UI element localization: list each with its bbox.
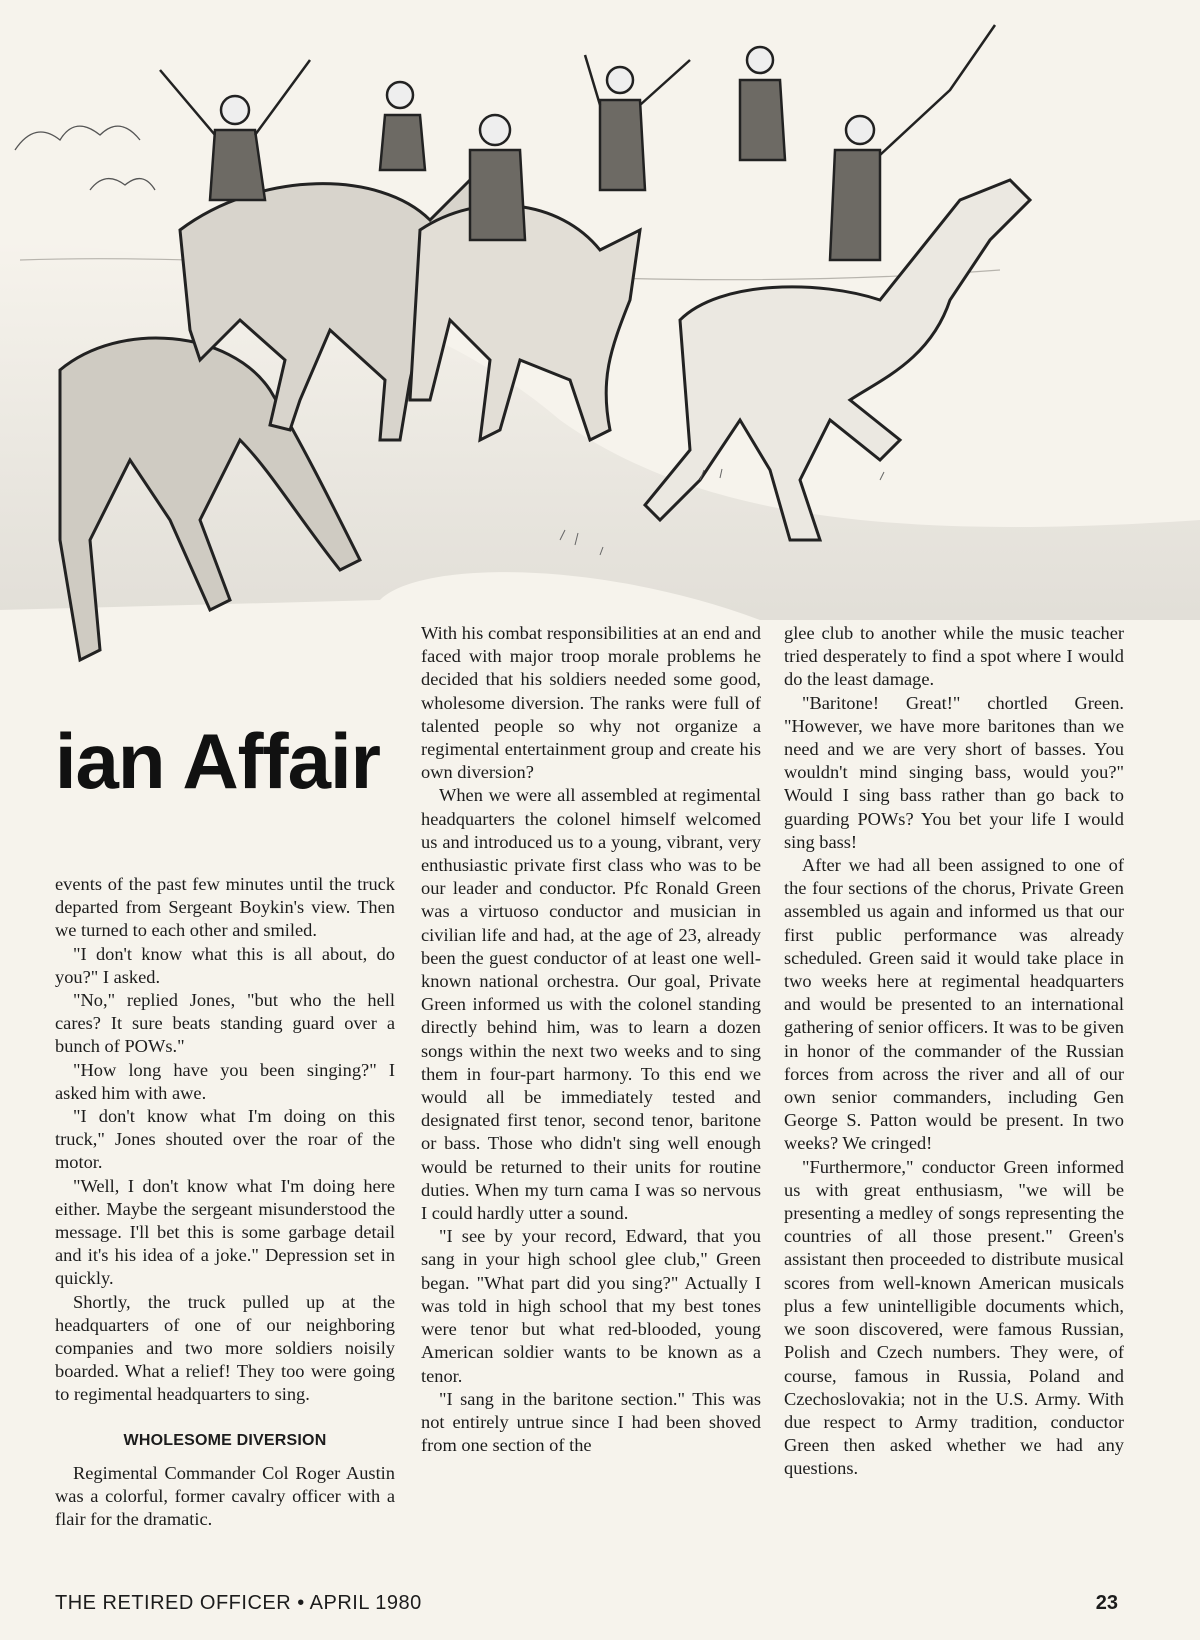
paragraph: With his combat responsibilities at an end and faced with major troop morale problems he decided that his soldiers needed some good, wholesome diversion. The ranks were full of talented people so why not organize a regimental entertainment group and create his own diversion? — [421, 623, 761, 783]
paragraph: "Furthermore," conductor Green informed us with great enthusiasm, "we will be presenting a medley of songs representing the countries of all those present." Green's assistant then proceeded to distribute musical scores from well-known American musicals plus a few unintelligible documents which, we soon discovered, were famous Russian, Polish and Czech numbers. They were, of course, famous in Russia, Poland and Czechoslovakia; not in the U.S. Army. With due respect to Army tradition, conductor Green then asked whether we had any questions. — [784, 1156, 1124, 1479]
paragraph: "Well, I don't know what I'm doing here either. Maybe the sergeant misunderstood the message. I'll bet this is some garbage detail and it's his idea of a joke." Depression set in quickly. — [55, 1175, 395, 1289]
paragraph: Regimental Commander Col Roger Austin was a colorful, former cavalry officer with a flair for the dramatic. — [55, 1462, 395, 1530]
text-column-3 — [784, 622, 1124, 1481]
text-column-1 — [55, 873, 395, 1531]
paragraph: Shortly, the truck pulled up at the headquarters of one of our neighboring companies and two more soldiers noisily boarded. What a relief! They too were going to regimental headquarters to sing. — [55, 1291, 395, 1405]
text-column-2 — [421, 622, 761, 1457]
paragraph: "No," replied Jones, "but who the hell cares? It sure beats standing guard over a bunch of POWs." — [55, 990, 395, 1057]
article-headline: ian Affair — [54, 722, 380, 800]
section-subhead: WHOLESOME DIVERSION — [123, 1431, 327, 1449]
paragraph: When we were all assembled at regimental headquarters the colonel himself welcomed us and introduced us to a young, vibrant, very enthusiastic private first class who was to be our leader and conductor. Pfc Ronald Green was a virtuoso conductor and musician in civilian life and had, at the age of 23, already been the guest conductor of at least one well-known national orchestra. Our goal, Private Green informed us with the colonel standing directly behind him, was to learn a dozen songs within the next two weeks and to sing them in four-part harmony. To this end we would all be immediately tested and designated first tenor, second tenor, baritone or bass. Those who didn't sing well enough would be returned to their units for routine duties. When my turn cama I was so nervous I could hardly utter a sound. — [421, 785, 761, 1224]
paragraph: After we had all been assigned to one of the four sections of the chorus, Private Green assembled us again and informed us that our first public performance was already scheduled. Green said it would take place in two weeks here at regimental headquarters and would be presented to an international gathering of senior officers. It was to be given in honor of the commander of the Russian forces from across the river and all of our own senior commanders, including Gen George S. Patton would be present. In two weeks? We cringed! — [784, 855, 1124, 1154]
paragraph: "I don't know what this is all about, do you?" I asked. — [55, 943, 395, 987]
paragraph: events of the past few minutes until the truck departed from Sergeant Boykin's view. Then we turned to each other and smiled. — [55, 874, 395, 941]
paragraph: "I sang in the baritone section." This was not entirely untrue since I had been shoved from one section of the — [421, 1388, 761, 1456]
paragraph: "How long have you been singing?" I asked him with awe. — [55, 1059, 395, 1103]
paragraph: "I see by your record, Edward, that you sang in your high school glee club," Green began. "What part did you sing?" Actually I was told in high school that my best tones were tenor but what red-blooded, young American soldier wants to be known as a tenor. — [421, 1226, 761, 1386]
publication-footer: THE RETIRED OFFICER • APRIL 1980 — [55, 1592, 422, 1614]
paragraph: "I don't know what I'm doing on this truck," Jones shouted over the roar of the motor. — [55, 1106, 395, 1173]
cavalry-illustration — [0, 0, 1200, 700]
paragraph: "Baritone! Great!" chortled Green. "However, we have more baritones than we need and we are very short of basses. You wouldn't mind singing bass, would you?" Would I sing bass rather than go back to guarding POWs? You bet your life I would sing bass! — [784, 692, 1124, 852]
paragraph: glee club to another while the music teacher tried desperately to find a spot where I would do the least damage. — [784, 623, 1124, 690]
page-number: 23 — [1095, 1592, 1118, 1614]
